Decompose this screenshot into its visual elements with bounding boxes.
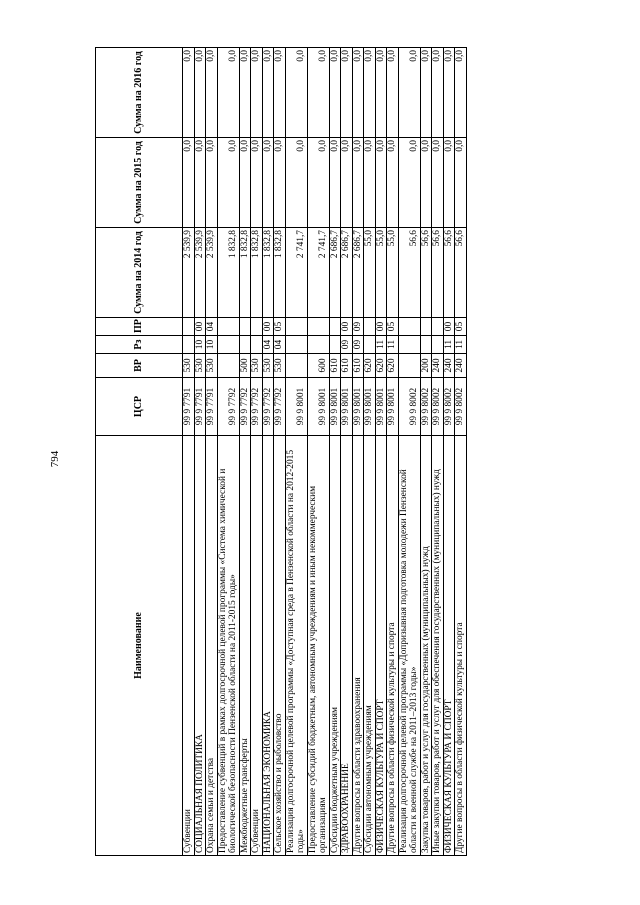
cell-csr: 99 9 8002 <box>432 378 444 436</box>
table-row <box>206 48 218 856</box>
cell-sum-2014: 1 832,8 <box>274 228 286 318</box>
cell-pr <box>398 318 420 336</box>
header-pr: ПР <box>96 318 183 336</box>
cell-name: Предоставление субсидий бюджетным, автономным учреждениям и иным некоммерческим организациям <box>307 436 329 856</box>
cell-sum-2015: 0,0 <box>262 138 274 228</box>
header-vr: ВР <box>96 354 183 378</box>
cell-vr: 530 <box>194 354 206 378</box>
cell-vr: 620 <box>364 354 376 378</box>
cell-sum-2015: 0,0 <box>274 138 286 228</box>
cell-rz: 11 <box>387 336 399 354</box>
cell-csr: 99 9 8001 <box>307 378 329 436</box>
cell-sum-2015: 0,0 <box>183 138 195 228</box>
table-row <box>420 48 432 856</box>
cell-name: ФИЗИЧЕСКАЯ КУЛЬТУРА И СПОРТ <box>443 436 455 856</box>
cell-name: Реализация долгосрочной целевой программы «Доступная среда в Пензенской области на 2012-2015 годы» <box>285 436 307 856</box>
cell-vr: 620 <box>375 354 387 378</box>
cell-rz <box>239 336 251 354</box>
cell-vr: 240 <box>443 354 455 378</box>
cell-name: Межбюджетные трансферты <box>239 436 251 856</box>
cell-csr: 99 9 8001 <box>329 378 341 436</box>
cell-sum-2014: 1 832,8 <box>239 228 251 318</box>
table-row <box>329 48 341 856</box>
table-row <box>194 48 206 856</box>
cell-name: НАЦИОНАЛЬНАЯ ЭКОНОМИКА <box>262 436 274 856</box>
cell-rz: 09 <box>352 336 364 354</box>
cell-csr: 99 9 8001 <box>387 378 399 436</box>
cell-vr: 610 <box>341 354 353 378</box>
cell-sum-2016: 0,0 <box>194 48 206 138</box>
cell-rz <box>364 336 376 354</box>
table-row <box>274 48 286 856</box>
cell-name: Субсидии автономным учреждениям <box>364 436 376 856</box>
cell-sum-2016: 0,0 <box>364 48 376 138</box>
cell-rz <box>217 336 239 354</box>
cell-name: Другие вопросы в области здравоохранения <box>352 436 364 856</box>
cell-csr: 99 9 8002 <box>420 378 432 436</box>
cell-sum-2014: 56,6 <box>432 228 444 318</box>
cell-pr: 05 <box>387 318 399 336</box>
table-row <box>251 48 263 856</box>
cell-sum-2016: 0,0 <box>443 48 455 138</box>
cell-sum-2015: 0,0 <box>341 138 353 228</box>
table-row <box>285 48 307 856</box>
cell-sum-2016: 0,0 <box>455 48 467 138</box>
cell-rz <box>432 336 444 354</box>
cell-name: Предоставление субвенций в рамках долгосрочной целевой программы «Система химической и биологической безопасности Пензенской области на 2011-2015 годы» <box>217 436 239 856</box>
cell-csr: 99 9 8002 <box>443 378 455 436</box>
cell-sum-2014: 2 686,7 <box>352 228 364 318</box>
cell-sum-2015: 0,0 <box>217 138 239 228</box>
header-rz: Рз <box>96 336 183 354</box>
cell-sum-2016: 0,0 <box>398 48 420 138</box>
table-body <box>183 48 467 856</box>
cell-pr <box>420 318 432 336</box>
table-header-row <box>96 48 183 856</box>
cell-sum-2016: 0,0 <box>329 48 341 138</box>
cell-sum-2015: 0,0 <box>206 138 218 228</box>
cell-sum-2015: 0,0 <box>387 138 399 228</box>
cell-sum-2016: 0,0 <box>274 48 286 138</box>
cell-pr: 09 <box>352 318 364 336</box>
cell-sum-2016: 0,0 <box>239 48 251 138</box>
cell-sum-2014: 1 832,8 <box>251 228 263 318</box>
budget-table-sheet <box>95 48 580 856</box>
cell-csr: 99 9 7792 <box>217 378 239 436</box>
cell-csr: 99 9 8001 <box>352 378 364 436</box>
cell-sum-2015: 0,0 <box>455 138 467 228</box>
cell-rz: 04 <box>262 336 274 354</box>
cell-pr: 00 <box>194 318 206 336</box>
cell-name: Закупка товаров, работ и услуг для государственных (муниципальных) нужд <box>420 436 432 856</box>
cell-csr: 99 9 8002 <box>398 378 420 436</box>
cell-sum-2014: 2 741,7 <box>285 228 307 318</box>
cell-vr: 240 <box>455 354 467 378</box>
cell-name: ЗДРАВООХРАНЕНИЕ <box>341 436 353 856</box>
table-row <box>352 48 364 856</box>
cell-vr: 610 <box>329 354 341 378</box>
cell-rz: 10 <box>206 336 218 354</box>
cell-csr: 99 9 8002 <box>455 378 467 436</box>
header-sum-2014: Сумма на 2014 год <box>96 228 183 318</box>
cell-name: ФИЗИЧЕСКАЯ КУЛЬТУРА И СПОРТ <box>375 436 387 856</box>
cell-pr: 05 <box>274 318 286 336</box>
cell-sum-2014: 55,0 <box>375 228 387 318</box>
cell-sum-2015: 0,0 <box>239 138 251 228</box>
cell-pr <box>329 318 341 336</box>
cell-sum-2014: 2 539,9 <box>194 228 206 318</box>
table-row <box>398 48 420 856</box>
cell-sum-2016: 0,0 <box>420 48 432 138</box>
cell-pr: 05 <box>455 318 467 336</box>
cell-sum-2016: 0,0 <box>217 48 239 138</box>
cell-pr <box>364 318 376 336</box>
cell-vr: 500 <box>239 354 251 378</box>
table-row <box>217 48 239 856</box>
cell-rz <box>183 336 195 354</box>
cell-name: СОЦИАЛЬНАЯ ПОЛИТИКА <box>194 436 206 856</box>
cell-vr <box>285 354 307 378</box>
cell-pr <box>285 318 307 336</box>
cell-rz: 09 <box>341 336 353 354</box>
cell-pr <box>251 318 263 336</box>
cell-csr: 99 9 8001 <box>375 378 387 436</box>
cell-vr: 600 <box>307 354 329 378</box>
cell-vr: 200 <box>420 354 432 378</box>
cell-sum-2014: 1 832,8 <box>217 228 239 318</box>
cell-sum-2015: 0,0 <box>285 138 307 228</box>
cell-vr: 530 <box>183 354 195 378</box>
cell-csr: 99 9 7792 <box>239 378 251 436</box>
cell-sum-2016: 0,0 <box>375 48 387 138</box>
cell-sum-2015: 0,0 <box>375 138 387 228</box>
cell-pr: 00 <box>262 318 274 336</box>
header-sum-2015: Сумма на 2015 год <box>96 138 183 228</box>
cell-vr: 530 <box>274 354 286 378</box>
cell-sum-2014: 2 741,7 <box>307 228 329 318</box>
cell-sum-2015: 0,0 <box>194 138 206 228</box>
cell-vr: 620 <box>387 354 399 378</box>
cell-sum-2015: 0,0 <box>432 138 444 228</box>
cell-sum-2014: 56,6 <box>398 228 420 318</box>
cell-sum-2014: 55,0 <box>364 228 376 318</box>
cell-sum-2015: 0,0 <box>352 138 364 228</box>
cell-csr: 99 9 7792 <box>274 378 286 436</box>
cell-sum-2016: 0,0 <box>285 48 307 138</box>
cell-pr: 00 <box>375 318 387 336</box>
cell-csr: 99 9 8001 <box>285 378 307 436</box>
cell-name: Субвенции <box>183 436 195 856</box>
cell-sum-2015: 0,0 <box>251 138 263 228</box>
cell-sum-2016: 0,0 <box>251 48 263 138</box>
table-row <box>307 48 329 856</box>
table-row <box>375 48 387 856</box>
cell-rz: 11 <box>443 336 455 354</box>
cell-pr: 00 <box>443 318 455 336</box>
cell-name: Другие вопросы в области физической культуры и спорта <box>455 436 467 856</box>
cell-vr: 610 <box>352 354 364 378</box>
cell-sum-2015: 0,0 <box>443 138 455 228</box>
table-row <box>432 48 444 856</box>
cell-pr <box>217 318 239 336</box>
cell-vr <box>217 354 239 378</box>
cell-csr: 99 9 8001 <box>341 378 353 436</box>
header-sum-2016: Сумма на 2016 год <box>96 48 183 138</box>
header-csr: ЦСР <box>96 378 183 436</box>
table-row <box>443 48 455 856</box>
cell-csr: 99 9 7791 <box>206 378 218 436</box>
cell-sum-2016: 0,0 <box>262 48 274 138</box>
cell-sum-2016: 0,0 <box>307 48 329 138</box>
cell-vr: 240 <box>432 354 444 378</box>
cell-rz: 11 <box>455 336 467 354</box>
cell-sum-2014: 2 539,9 <box>206 228 218 318</box>
cell-vr: 530 <box>206 354 218 378</box>
cell-vr: 530 <box>251 354 263 378</box>
cell-sum-2016: 0,0 <box>183 48 195 138</box>
cell-sum-2014: 2 686,7 <box>341 228 353 318</box>
cell-pr <box>432 318 444 336</box>
page-number: 794 <box>49 450 61 468</box>
cell-sum-2014: 2 686,7 <box>329 228 341 318</box>
cell-sum-2016: 0,0 <box>341 48 353 138</box>
table-row <box>455 48 467 856</box>
table-row <box>364 48 376 856</box>
header-name: Наименование <box>96 436 183 856</box>
cell-sum-2015: 0,0 <box>307 138 329 228</box>
cell-sum-2015: 0,0 <box>398 138 420 228</box>
cell-name: Иные закупки товаров, работ и услуг для обеспечения государственных (муниципальных) нужд <box>432 436 444 856</box>
cell-rz: 10 <box>194 336 206 354</box>
cell-csr: 99 9 7791 <box>194 378 206 436</box>
cell-csr: 99 9 7792 <box>262 378 274 436</box>
cell-pr: 00 <box>341 318 353 336</box>
cell-sum-2015: 0,0 <box>329 138 341 228</box>
cell-sum-2014: 1 832,8 <box>262 228 274 318</box>
cell-pr <box>307 318 329 336</box>
cell-sum-2016: 0,0 <box>206 48 218 138</box>
table-row <box>239 48 251 856</box>
budget-table <box>95 47 467 856</box>
cell-name: Субвенции <box>251 436 263 856</box>
cell-name: Реализация долгосрочной целевой программы «Допризывная подготовка молодежи Пензенской области к военной службе на 2011–2013 годы» <box>398 436 420 856</box>
table-row <box>183 48 195 856</box>
table-row <box>262 48 274 856</box>
cell-sum-2015: 0,0 <box>420 138 432 228</box>
cell-sum-2016: 0,0 <box>387 48 399 138</box>
cell-csr: 99 9 7792 <box>251 378 263 436</box>
cell-sum-2016: 0,0 <box>352 48 364 138</box>
cell-pr <box>239 318 251 336</box>
cell-rz <box>398 336 420 354</box>
cell-name: Другие вопросы в области физической культуры и спорта <box>387 436 399 856</box>
cell-rz: 04 <box>274 336 286 354</box>
cell-rz <box>329 336 341 354</box>
cell-csr: 99 9 8001 <box>364 378 376 436</box>
cell-sum-2015: 0,0 <box>364 138 376 228</box>
cell-name: Сельское хозяйство и рыболовство <box>274 436 286 856</box>
cell-csr: 99 9 7791 <box>183 378 195 436</box>
cell-pr: 04 <box>206 318 218 336</box>
cell-name: Субсидии бюджетным учреждениям <box>329 436 341 856</box>
cell-sum-2014: 2 539,9 <box>183 228 195 318</box>
cell-sum-2016: 0,0 <box>432 48 444 138</box>
cell-name: Охрана семьи и детства <box>206 436 218 856</box>
cell-pr <box>183 318 195 336</box>
cell-rz <box>307 336 329 354</box>
cell-rz <box>420 336 432 354</box>
cell-sum-2014: 56,6 <box>420 228 432 318</box>
cell-vr <box>398 354 420 378</box>
table-row <box>387 48 399 856</box>
cell-rz <box>251 336 263 354</box>
cell-rz: 11 <box>375 336 387 354</box>
cell-vr: 530 <box>262 354 274 378</box>
cell-rz <box>285 336 307 354</box>
cell-sum-2014: 56,6 <box>443 228 455 318</box>
cell-sum-2014: 56,6 <box>455 228 467 318</box>
cell-sum-2014: 55,0 <box>387 228 399 318</box>
table-row <box>341 48 353 856</box>
